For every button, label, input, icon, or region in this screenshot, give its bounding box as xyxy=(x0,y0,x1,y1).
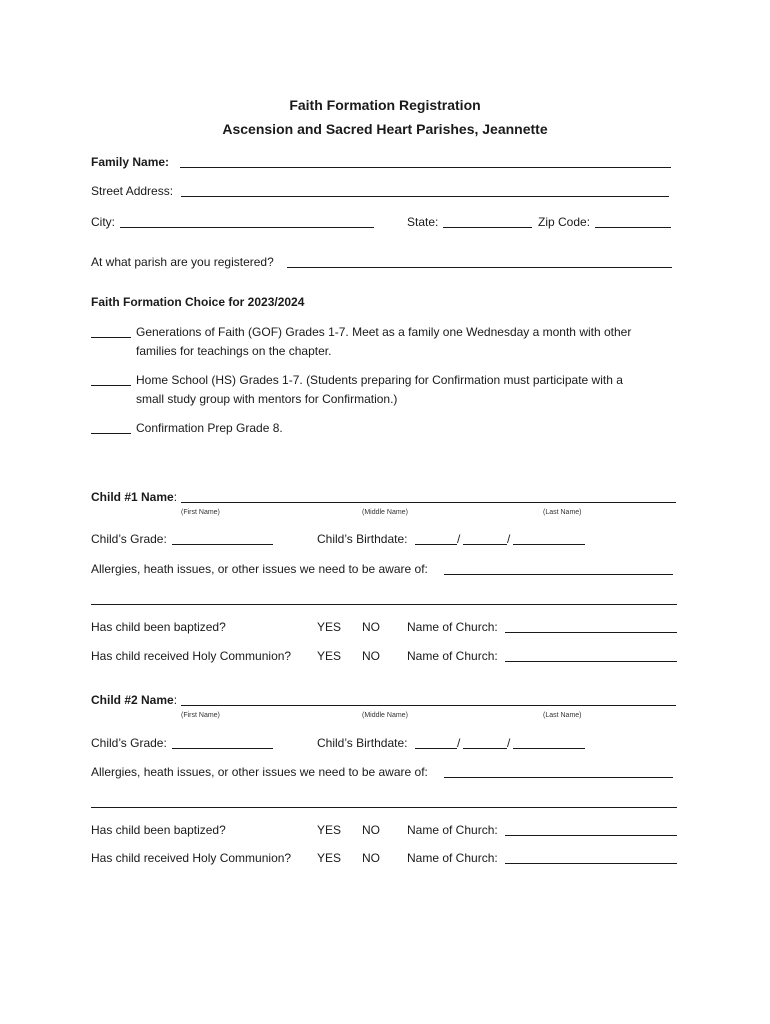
child2-birthdate-label: Child’s Birthdate: xyxy=(317,736,408,750)
date-separator: / xyxy=(457,532,461,546)
child1-birth-year-field[interactable] xyxy=(513,532,585,545)
date-separator: / xyxy=(457,736,461,750)
child1-last-name-hint: (Last Name) xyxy=(543,509,582,516)
child2-birth-day-field[interactable] xyxy=(463,736,507,749)
child1-baptized-yes[interactable]: YES xyxy=(317,620,342,634)
family-name-field[interactable] xyxy=(180,155,671,168)
child2-baptism-church-label: Name of Church: xyxy=(407,823,498,837)
child2-communion-church-field[interactable] xyxy=(505,851,677,864)
child1-first-name-hint: (First Name) xyxy=(181,509,220,516)
child2-grade-field[interactable] xyxy=(172,736,273,749)
child2-communion-church-label: Name of Church: xyxy=(407,851,498,865)
street-address-field[interactable] xyxy=(181,184,669,197)
child1-middle-name-hint: (Middle Name) xyxy=(362,509,408,516)
confirmation-option-text: Confirmation Prep Grade 8. xyxy=(136,421,283,435)
state-field[interactable] xyxy=(443,215,532,228)
city-field[interactable] xyxy=(120,215,374,228)
child1-grade-field[interactable] xyxy=(172,532,273,545)
gof-choice-blank[interactable] xyxy=(91,325,131,338)
child2-name-label-wrap: Child #2 Name: xyxy=(91,693,178,707)
child1-name-label-wrap: Child #1 Name: xyxy=(91,490,178,504)
child1-name-field[interactable] xyxy=(181,490,676,503)
child1-communion-church-label: Name of Church: xyxy=(407,649,498,663)
child1-name-label: Child #1 Name xyxy=(91,490,174,504)
hs-option-text-cont: small study group with mentors for Confirmation.) xyxy=(136,392,398,406)
child2-birth-month-field[interactable] xyxy=(415,736,457,749)
child1-baptism-church-field[interactable] xyxy=(505,620,677,633)
family-name-label: Family Name: xyxy=(91,155,170,169)
child1-allergies-label: Allergies, heath issues, or other issues we need to be aware of: xyxy=(91,562,428,576)
child2-baptized-question: Has child been baptized? xyxy=(91,823,226,837)
child2-communion-yes[interactable]: YES xyxy=(317,851,342,865)
child2-middle-name-hint: (Middle Name) xyxy=(362,712,408,719)
child1-communion-no[interactable]: NO xyxy=(362,649,380,663)
zip-code-label: Zip Code: xyxy=(538,215,591,229)
child1-baptism-church-label: Name of Church: xyxy=(407,620,498,634)
city-label: City: xyxy=(91,215,115,229)
gof-option-text: Generations of Faith (GOF) Grades 1-7. Meet as a family one Wednesday a month with other xyxy=(136,325,632,339)
street-address-label: Street Address: xyxy=(91,184,174,198)
child1-allergies-field[interactable] xyxy=(444,562,673,575)
child2-allergies-field-line2[interactable] xyxy=(91,807,677,808)
date-separator: / xyxy=(507,736,511,750)
child2-baptized-no[interactable]: NO xyxy=(362,823,380,837)
zip-code-field[interactable] xyxy=(595,215,671,228)
child1-birth-month-field[interactable] xyxy=(415,532,457,545)
child1-allergies-field-line2[interactable] xyxy=(91,604,677,605)
child1-birthdate-label: Child’s Birthdate: xyxy=(317,532,408,546)
parish-question: At what parish are you registered? xyxy=(91,255,274,269)
child2-birth-year-field[interactable] xyxy=(513,736,585,749)
parish-field[interactable] xyxy=(287,255,672,268)
child1-baptized-question: Has child been baptized? xyxy=(91,620,226,634)
child2-allergies-field[interactable] xyxy=(444,765,673,778)
child2-name-label: Child #2 Name xyxy=(91,693,174,707)
child1-baptized-no[interactable]: NO xyxy=(362,620,380,634)
child2-grade-label: Child’s Grade: xyxy=(91,736,167,750)
form-subtitle: Ascension and Sacred Heart Parishes, Jeannette xyxy=(222,121,548,137)
child2-baptism-church-field[interactable] xyxy=(505,823,677,836)
form-title: Faith Formation Registration xyxy=(289,97,481,113)
state-label: State: xyxy=(407,215,439,229)
gof-option-text-cont: families for teachings on the chapter. xyxy=(136,344,332,358)
child1-communion-question: Has child received Holy Communion? xyxy=(91,649,292,663)
hs-option-text: Home School (HS) Grades 1-7. (Students preparing for Confirmation must participate with a xyxy=(136,373,623,387)
child2-communion-question: Has child received Holy Communion? xyxy=(91,851,292,865)
child2-first-name-hint: (First Name) xyxy=(181,712,220,719)
child1-birth-day-field[interactable] xyxy=(463,532,507,545)
child1-grade-label: Child’s Grade: xyxy=(91,532,167,546)
hs-choice-blank[interactable] xyxy=(91,373,131,386)
child2-name-field[interactable] xyxy=(181,693,676,706)
child2-allergies-label: Allergies, heath issues, or other issues we need to be aware of: xyxy=(91,765,428,779)
choice-heading: Faith Formation Choice for 2023/2024 xyxy=(91,295,305,309)
confirmation-choice-blank[interactable] xyxy=(91,421,131,434)
child2-last-name-hint: (Last Name) xyxy=(543,712,582,719)
child1-communion-church-field[interactable] xyxy=(505,649,677,662)
date-separator: / xyxy=(507,532,511,546)
child2-communion-no[interactable]: NO xyxy=(362,851,380,865)
child2-baptized-yes[interactable]: YES xyxy=(317,823,342,837)
child1-communion-yes[interactable]: YES xyxy=(317,649,342,663)
